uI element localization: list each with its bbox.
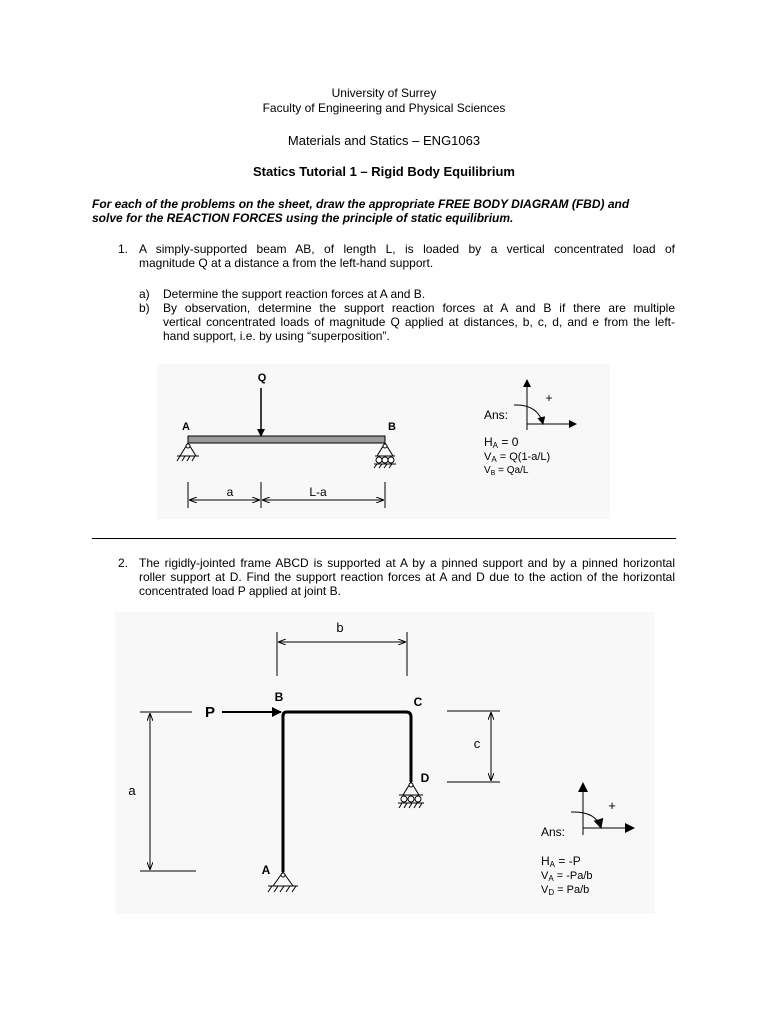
tutorial-title: Statics Tutorial 1 – Rigid Body Equilibrium — [253, 164, 515, 179]
pin-support-a-frame — [268, 872, 298, 892]
answer-2-label: Ans: — [541, 825, 566, 839]
figure-1-svg — [157, 364, 610, 519]
problem-1b-line-2: vertical concentrated loads of magnitude Q applied at distances, b, c, d, and e from the left- — [163, 315, 675, 329]
answer-2-vd: VD = Pa/b — [541, 884, 590, 897]
load-p-label: P — [205, 704, 216, 721]
joint-a-label: A — [261, 863, 271, 877]
joint-d-label: D — [420, 771, 430, 785]
figure-2 — [115, 612, 655, 914]
section-divider — [92, 538, 676, 539]
answer-1-label: Ans: — [484, 408, 509, 422]
answer-1-va: VA = Q(1-a/L) — [484, 451, 551, 464]
answer-1-ha: HA = 0 — [484, 435, 519, 450]
support-a-label: A — [182, 421, 190, 433]
roller-support-d — [398, 782, 424, 808]
dimension-b — [277, 632, 407, 676]
figure-1 — [157, 364, 610, 519]
answer-2-ha: HA = -P — [541, 854, 581, 869]
dimension-b-label: b — [336, 620, 344, 635]
dimension-c-label: c — [473, 736, 481, 751]
sign-convention-icon — [514, 380, 576, 430]
sign-plus-label-2: + — [608, 798, 616, 813]
problem-1-number: 1. — [118, 242, 129, 256]
dimension-a-frame — [140, 712, 196, 871]
sign-convention-icon-2 — [571, 783, 634, 835]
dimension-a-frame-label: a — [128, 783, 136, 798]
instructions-line-2: solve for the REACTION FORCES using the principle of static equilibrium. — [92, 211, 514, 225]
problem-1a-text: Determine the support reaction forces at A and B. — [163, 287, 426, 301]
joint-c-label: C — [413, 695, 423, 709]
problem-1b-line-1: By observation, determine the support reaction forces at A and B if there are multiple — [163, 301, 675, 315]
frame-abcd — [283, 712, 411, 872]
problem-1b-line-3: hand support, i.e. by using “superposition”. — [163, 329, 390, 343]
answer-2-va: VA = -Pa/b — [541, 870, 593, 883]
dimension-lines — [188, 482, 385, 508]
beam — [188, 436, 385, 443]
problem-2-number: 2. — [118, 556, 129, 570]
instructions-line-1: For each of the problems on the sheet, draw the appropriate FREE BODY DIAGRAM (FBD) and — [92, 197, 630, 211]
university-name: University of Surrey — [331, 86, 437, 100]
load-q-label: Q — [257, 372, 267, 384]
sign-plus-label: + — [545, 391, 553, 405]
course-name: Materials and Statics – ENG1063 — [287, 133, 481, 148]
joint-b-label: B — [274, 690, 284, 704]
problem-1-line-2: magnitude Q at a distance a from the left-hand support. — [139, 256, 434, 270]
problem-2-line-2: roller support at D. Find the support reaction forces at A and D due to the action of the horizontal — [139, 570, 675, 584]
answer-1-vb: $V_B = Qa/L$ — [484, 465, 529, 477]
faculty-name: Faculty of Engineering and Physical Sciences — [262, 101, 506, 115]
roller-support-b — [374, 443, 396, 468]
pin-support-a — [177, 443, 199, 461]
dimension-a-label: a — [226, 485, 234, 499]
problem-1a-marker: a) — [139, 287, 150, 301]
problem-1-line-1: A simply-supported beam AB, of length L, is loaded by a vertical concentrated load of — [139, 242, 675, 256]
problem-2-line-3: concentrated load P applied at joint B. — [139, 584, 341, 598]
support-b-label: B — [388, 421, 396, 433]
dimension-l-minus-a-label: L-a — [309, 485, 327, 499]
problem-1b-marker: b) — [139, 301, 150, 315]
figure-2-svg — [115, 612, 655, 914]
problem-2-line-1: The rigidly-jointed frame ABCD is supported at A by a pinned support and by a pinned horizontal — [139, 556, 675, 570]
